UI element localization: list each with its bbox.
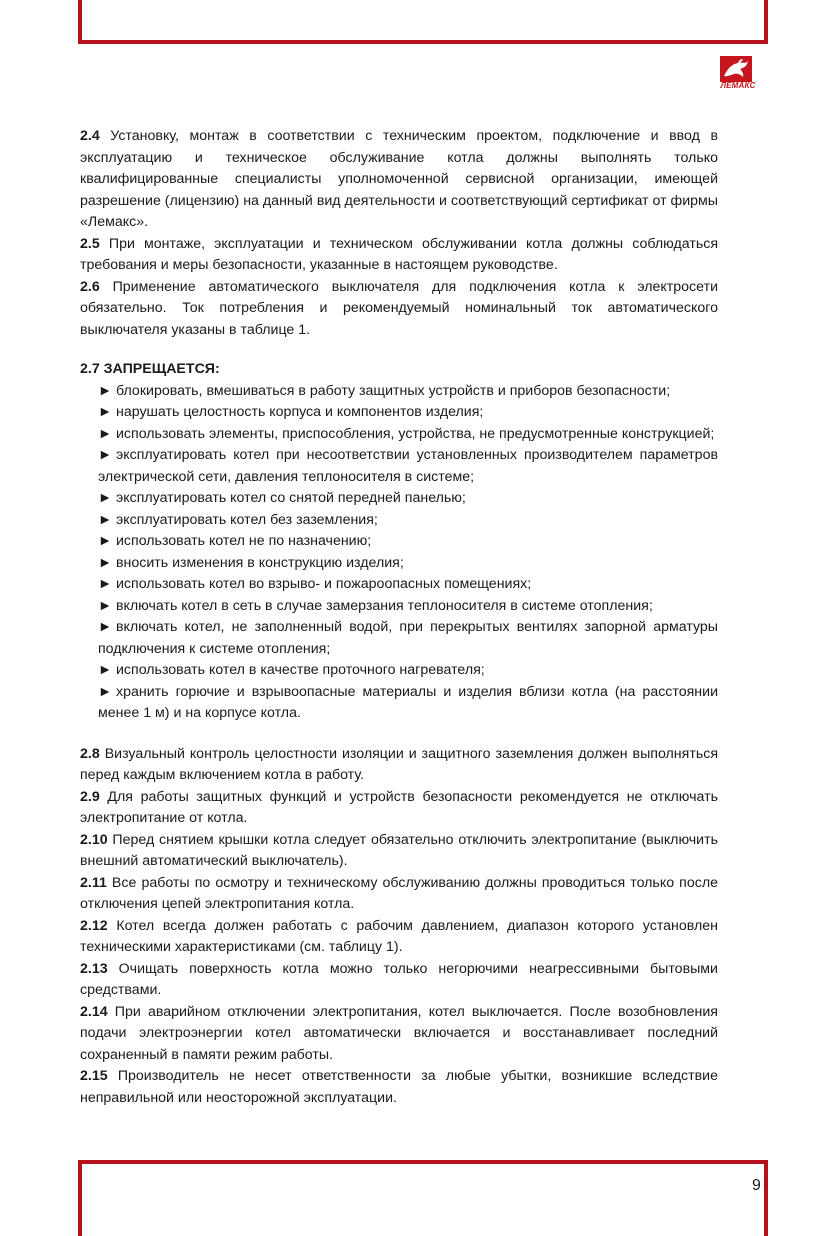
logo-text: ЛЕМАКС (720, 81, 756, 90)
section-paragraph (80, 1066, 718, 1109)
horse-emblem-icon (720, 56, 752, 82)
list-item-text: включать котел в сеть в случае замерзания теплоносителя в системе отопления; (116, 597, 653, 614)
prohibited-heading: 2.7 ЗАПРЕЩАЕТСЯ: (80, 361, 220, 377)
sections-bottom (80, 744, 718, 1110)
list-item-text: использовать котел не по назначению; (116, 533, 372, 549)
section-text: Визуальный контроль целостности изоляции и защитного заземления должен выполняться перед каждым включением котла в работу. (80, 745, 718, 783)
sections-top (80, 126, 718, 341)
list-item-text: включать котел, не заполненный водой, при перекрытых вентилях запорной арматуры подключения к системе отопления; (98, 619, 718, 657)
section-number: 2.5 (80, 235, 100, 252)
section-paragraph (80, 787, 718, 830)
arrow-bullet-icon: ► (98, 533, 113, 549)
list-item-text: вносить изменения в конструкцию изделия; (116, 554, 404, 571)
arrow-bullet-icon: ► (98, 619, 113, 635)
section-number: 2.6 (80, 278, 100, 295)
page-frame-top (78, 0, 768, 44)
section-paragraph (80, 234, 718, 277)
section-paragraph (80, 959, 718, 1002)
list-item-text: использовать котел в качестве проточного нагревателя; (116, 662, 485, 678)
arrow-bullet-icon: ► (98, 382, 113, 399)
arrow-bullet-icon: ► (98, 683, 113, 700)
list-item (98, 445, 718, 488)
section-text: Котел всегда должен работать с рабочим давлением, диапазон которого установлен техническими характеристиками (см. таблицу 1). (80, 917, 719, 955)
list-item (98, 660, 718, 682)
section-text: При монтаже, эксплуатации и техническом обслуживании котла должны соблюдаться требования и меры безопасности, указанные в настоящем руководстве. (80, 235, 718, 273)
list-item (98, 682, 718, 725)
list-item (98, 510, 718, 532)
list-item-text: эксплуатировать котел без заземления; (116, 511, 378, 528)
arrow-bullet-icon: ► (98, 662, 113, 678)
arrow-bullet-icon: ► (98, 511, 113, 528)
section-number: 2.14 (80, 1003, 108, 1020)
section-number: 2.12 (80, 917, 108, 934)
section-paragraph (80, 916, 718, 959)
section-text: При аварийном отключении электропитания, котел выключается. После возобновления подачи электроэнергии котел автоматически включается и восстанавливает последний сохраненный в памяти режим работы. (80, 1003, 718, 1063)
section-number: 2.4 (80, 128, 100, 144)
arrow-bullet-icon: ► (98, 490, 113, 506)
section-paragraph (80, 744, 718, 787)
section-number: 2.15 (80, 1068, 108, 1084)
page-number: 9 (752, 1177, 761, 1194)
list-item (98, 553, 718, 575)
section-number: 2.10 (80, 831, 108, 848)
section-text: Применение автоматического выключателя для подключения котла к электросети обязательно. Ток потребления и рекомендуемый номинальный ток автоматического выключателя указаны в таблице 1. (80, 278, 718, 338)
section-number: 2.9 (80, 788, 100, 805)
section-number: 2.8 (80, 745, 100, 762)
arrow-bullet-icon: ► (98, 597, 113, 614)
arrow-bullet-icon: ► (98, 425, 113, 442)
arrow-bullet-icon: ► (98, 447, 113, 463)
section-paragraph (80, 126, 718, 234)
section-paragraph (80, 277, 718, 342)
prohibited-list (80, 381, 718, 725)
list-item-text: использовать элементы, приспособления, устройства, не предусмотренные конструкцией; (116, 425, 715, 442)
list-item (98, 531, 718, 553)
section-text: Производитель не несет ответственности за любые убытки, возникшие вследствие неправильной или неосторожной эксплуатации. (80, 1068, 718, 1106)
list-item (98, 488, 718, 510)
list-item-text: блокировать, вмешиваться в работу защитных устройств и приборов безопасности; (116, 382, 671, 399)
list-item (98, 617, 718, 660)
section-text: Перед снятием крышки котла следует обязательно отключить электропитание (выключить внешний автоматический выключатель). (80, 831, 718, 869)
lemax-logo (714, 56, 762, 92)
arrow-bullet-icon: ► (98, 404, 113, 420)
section-text: Все работы по осмотру и техническому обслуживанию должны проводиться только после отключения цепей электропитания котла. (80, 874, 718, 912)
section-gap (80, 725, 718, 744)
list-item-text: эксплуатировать котел при несоответствии установленных производителем параметров электрической сети, давления теплоносителя в системе; (98, 447, 718, 485)
section-text: Очищать поверхность котла можно только негорючими неагрессивными бытовыми средствами. (80, 960, 718, 998)
section-text: Для работы защитных функций и устройств безопасности рекомендуется не отключать электропитание от котла. (80, 788, 718, 826)
arrow-bullet-icon: ► (98, 576, 113, 592)
section-text: Установку, монтаж в соответствии с техническим проектом, подключение и ввод в эксплуатацию и техническое обслуживание котла должны выполнять только квалифицированные специалисты уполномоченной сервисной организации, имеющей разрешение (лицензию) на данный вид деятельности и соответствующий сертификат от фирмы «Лемакс». (80, 128, 718, 230)
list-item-text: использовать котел во взрыво- и пожароопасных помещениях; (116, 576, 532, 592)
section-number: 2.11 (80, 874, 107, 891)
list-item (98, 596, 718, 618)
list-item (98, 402, 718, 424)
list-item-text: нарушать целостность корпуса и компонентов изделия; (116, 404, 484, 420)
section-paragraph (80, 1002, 718, 1067)
list-item (98, 381, 718, 403)
section-paragraph (80, 830, 718, 873)
list-item (98, 574, 718, 596)
section-paragraph (80, 873, 718, 916)
list-item-text: хранить горючие и взрывоопасные материалы и изделия вблизи котла (на расстоянии менее 1 м) и на корпусе котла. (98, 683, 718, 721)
list-item-text: эксплуатировать котел со снятой передней панелью; (116, 490, 466, 506)
document-body (80, 126, 718, 1109)
arrow-bullet-icon: ► (98, 554, 113, 571)
section-number: 2.13 (80, 960, 108, 977)
page-frame-bottom (78, 1160, 768, 1236)
list-item (98, 424, 718, 446)
